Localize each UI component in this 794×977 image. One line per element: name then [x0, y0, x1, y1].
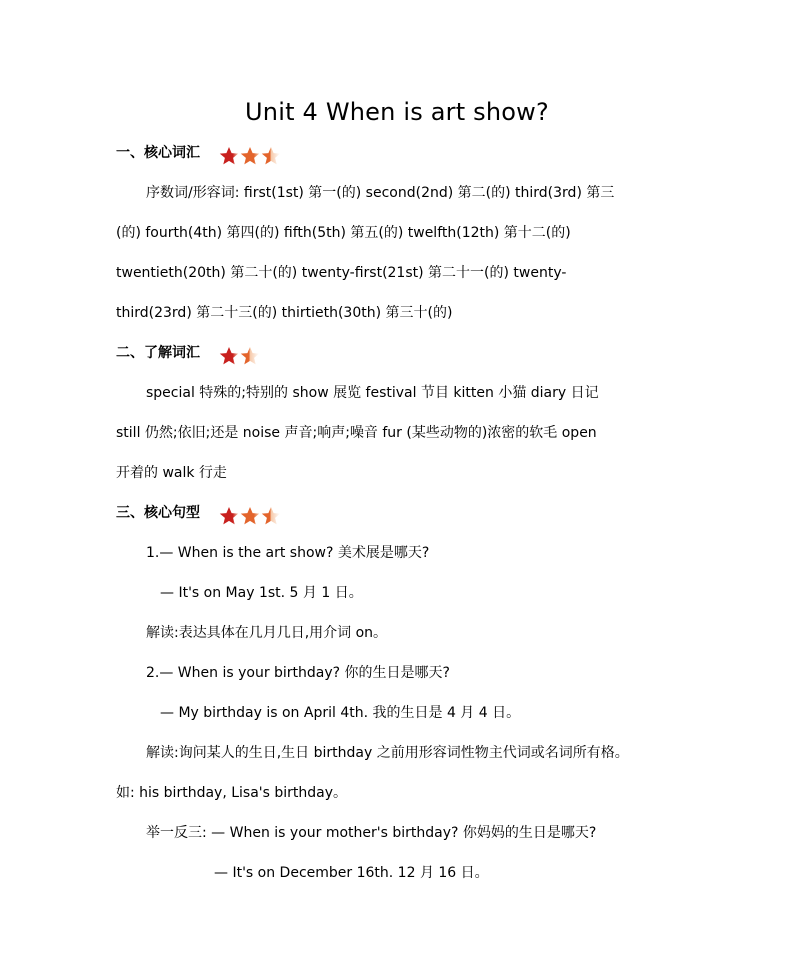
star-rating-3	[219, 506, 282, 526]
star-icon	[240, 506, 260, 526]
extra-vocab-line-2: still 仍然;依旧;还是 noise 声音;响声;噪音 fur (某些动物的)浓密的软毛 open	[116, 425, 597, 441]
half-star-icon	[261, 506, 281, 526]
vocab-line-1: 序数词/形容词: first(1st) 第一(的) second(2nd) 第二(的) third(3rd) 第三	[146, 185, 615, 201]
star-rating-2	[219, 346, 261, 366]
section-heading-text: 一、核心词汇	[116, 145, 200, 161]
section-heading-2	[116, 343, 261, 366]
half-star-icon	[261, 146, 281, 166]
half-star-icon	[240, 346, 260, 366]
vocab-line-2: (的) fourth(4th) 第四(的) fifth(5th) 第五(的) twelfth(12th) 第十二(的)	[116, 225, 571, 241]
sentence-2-note: 解读:询问某人的生日,生日 birthday 之前用形容词性物主代词或名词所有格。	[146, 745, 629, 761]
vocab-line-3: twentieth(20th) 第二十(的) twenty-first(21st) 第二十一(的) twenty-	[116, 265, 567, 281]
page-title: Unit 4 When is art show?	[245, 98, 549, 126]
sentence-1-question: 1.— When is the art show? 美术展是哪天?	[146, 545, 430, 561]
star-icon	[240, 146, 260, 166]
practice-question: 举一反三: — When is your mother's birthday? 你妈妈的生日是哪天?	[146, 825, 597, 841]
sentence-2-answer: — My birthday is on April 4th. 我的生日是 4 月 4 日。	[160, 705, 521, 721]
star-icon	[219, 346, 239, 366]
section-heading-text: 二、了解词汇	[116, 345, 200, 361]
star-rating-1	[219, 146, 282, 166]
sentence-1-note: 解读:表达具体在几月几日,用介词 on。	[146, 625, 388, 641]
star-icon	[219, 506, 239, 526]
sentence-2-example: 如: his birthday, Lisa's birthday。	[116, 785, 348, 801]
sentence-1-answer: — It's on May 1st. 5 月 1 日。	[160, 585, 363, 601]
practice-answer: — It's on December 16th. 12 月 16 日。	[214, 865, 489, 881]
section-heading-1	[116, 143, 282, 166]
extra-vocab-line-1: special 特殊的;特别的 show 展览 festival 节目 kitten 小猫 diary 日记	[146, 385, 599, 401]
vocab-line-4: third(23rd) 第二十三(的) thirtieth(30th) 第三十(的)	[116, 305, 453, 321]
star-icon	[219, 146, 239, 166]
section-heading-text: 三、核心句型	[116, 505, 200, 521]
section-heading-3	[116, 503, 282, 526]
extra-vocab-line-3: 开着的 walk 行走	[116, 465, 227, 481]
sentence-2-question: 2.— When is your birthday? 你的生日是哪天?	[146, 665, 450, 681]
